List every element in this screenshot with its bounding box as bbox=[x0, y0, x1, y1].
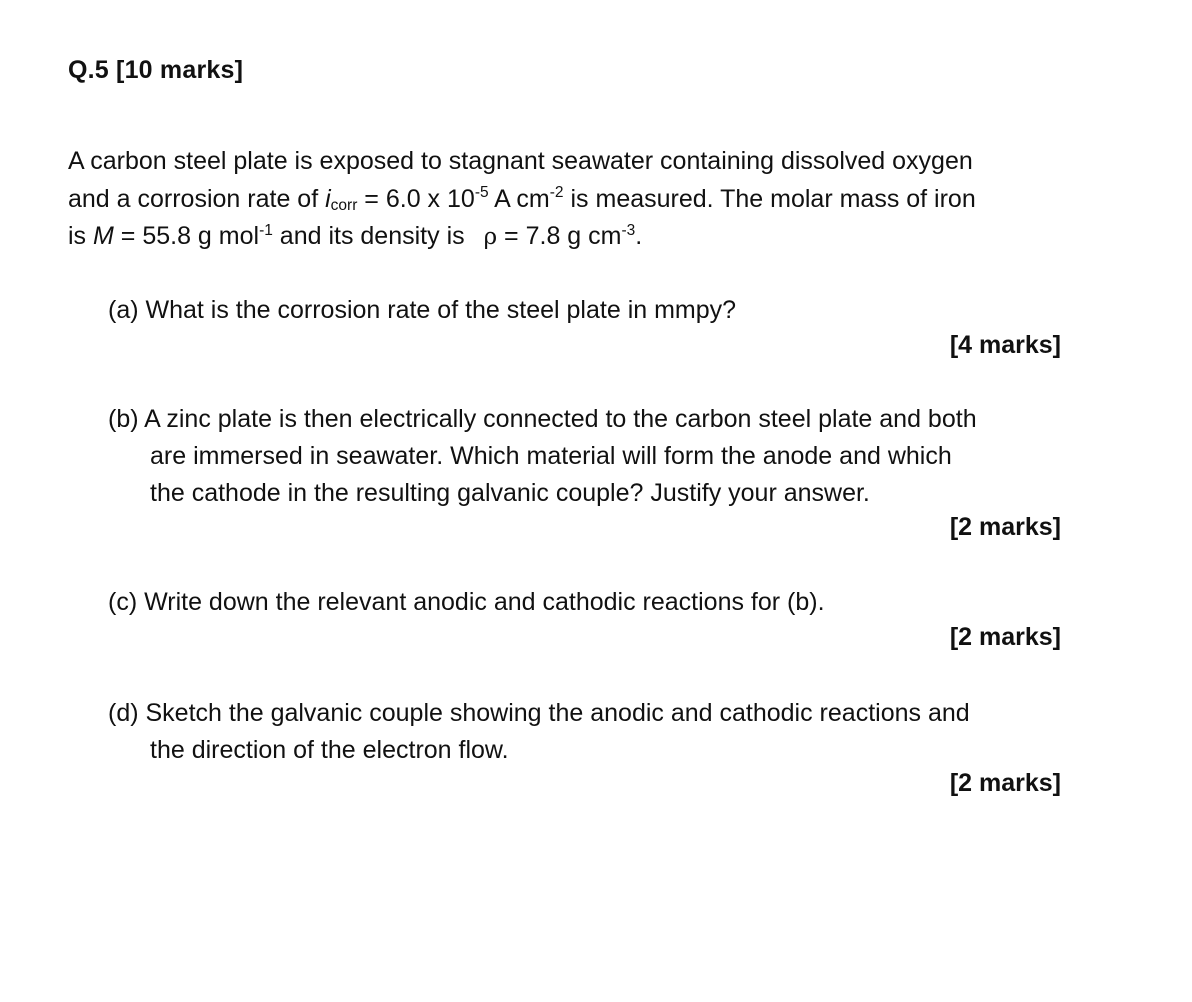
part-d-marks: [2 marks] bbox=[949, 769, 1061, 797]
part-d-text bbox=[108, 695, 1064, 769]
exponent: -5 bbox=[474, 184, 489, 202]
molar-mass-symbol: M bbox=[93, 222, 114, 250]
icorr-subscript: corr bbox=[330, 197, 358, 215]
intro-line-3: is M = 55.8 g mol$^{-1}$ and its density is ρ = 7.8 g $cm^{-3}$. bbox=[68, 221, 643, 250]
intro-line-2: and a corrosion rate of $i_{corr} = 6.0$ x $10^{-5}$ A $cm^{-2}$ is measured. The molar mass of iron bbox=[68, 184, 976, 215]
exponent: -3 bbox=[621, 221, 636, 239]
part-d bbox=[108, 695, 1064, 769]
part-b bbox=[108, 401, 1064, 512]
question-intro bbox=[68, 143, 1068, 257]
part-c-marks: [2 marks] bbox=[949, 623, 1061, 651]
part-c bbox=[108, 584, 1064, 621]
intro-line-1: A carbon steel plate is exposed to stagnant seawater containing dissolved oxygen bbox=[68, 147, 973, 175]
part-a-text: (a) What is the corrosion rate of the steel plate in mmpy? bbox=[108, 296, 737, 324]
part-c-text: (c) Write down the relevant anodic and cathodic reactions for (b). bbox=[108, 588, 825, 616]
part-b-text bbox=[108, 401, 1064, 512]
density-symbol: ρ bbox=[483, 224, 498, 250]
part-a bbox=[108, 292, 1064, 329]
part-b-line-1: (b) A zinc plate is then electrically connected to the carbon steel plate and both bbox=[108, 405, 977, 433]
part-d-line-1: (d) Sketch the galvanic couple showing the anodic and cathodic reactions and bbox=[108, 699, 970, 727]
exponent: -2 bbox=[549, 184, 564, 202]
part-a-marks: [4 marks] bbox=[949, 331, 1061, 359]
part-b-marks: [2 marks] bbox=[949, 513, 1061, 541]
part-b-line-2: are immersed in seawater. Which material will form the anode and which bbox=[150, 442, 952, 470]
icorr-symbol: i bbox=[325, 184, 331, 213]
exponent: -1 bbox=[259, 221, 273, 239]
part-b-line-3: the cathode in the resulting galvanic couple? Justify your answer. bbox=[150, 479, 870, 507]
part-d-line-2: the direction of the electron flow. bbox=[150, 736, 509, 764]
question-heading: Q.5 [10 marks] bbox=[68, 56, 244, 84]
